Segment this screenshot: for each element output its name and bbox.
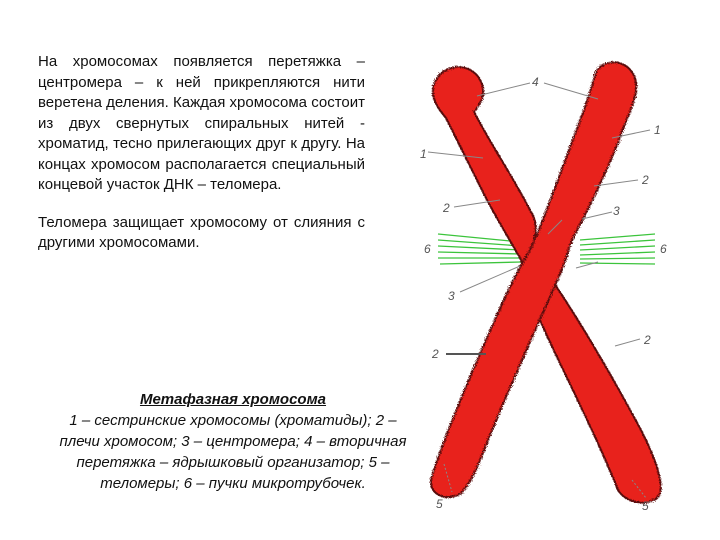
label-6-right: 6 <box>660 242 667 256</box>
label-3-bottom: 3 <box>448 289 455 303</box>
caption-title: Метафазная хромосома <box>139 391 327 408</box>
label-2-right-top: 2 <box>642 173 649 187</box>
label-2-right-bottom: 2 <box>644 333 651 347</box>
label-3-top: 3 <box>613 204 620 218</box>
label-5-right: 5 <box>642 499 649 513</box>
label-2-left-bottom: 2 <box>432 347 439 361</box>
label-1-right: 1 <box>654 123 661 137</box>
label-6-left: 6 <box>424 242 431 256</box>
label-2-left-top: 2 <box>443 201 450 215</box>
description-paragraph-2: Теломера защищает хромосому от слияния с другими хромосомами. <box>38 213 365 251</box>
spindle-bundle-right <box>580 234 655 264</box>
chromosome <box>431 62 661 502</box>
description-paragraph-1: На хромосомах появляется перетяжка – центромера – к ней прикрепляются нити веретена деления. Каждая хромосома состоит из двух свернутых спиральных нитей - хроматид, тесно прилегающих друг к другу. На концах хромосом располагается специальный концевой участок ДНК – теломера. <box>38 53 365 193</box>
label-5-left: 5 <box>436 497 443 511</box>
label-4: 4 <box>532 75 539 89</box>
label-1-left: 1 <box>420 147 427 161</box>
caption-body: 1 – сестринские хромосомы (хроматиды); 2 – плечи хромосом; 3 – центромера; 4 – вторичная перетяжка – ядрышковый организатор; 5 – теломеры; 6 – пучки микротрубочек. <box>59 412 407 492</box>
